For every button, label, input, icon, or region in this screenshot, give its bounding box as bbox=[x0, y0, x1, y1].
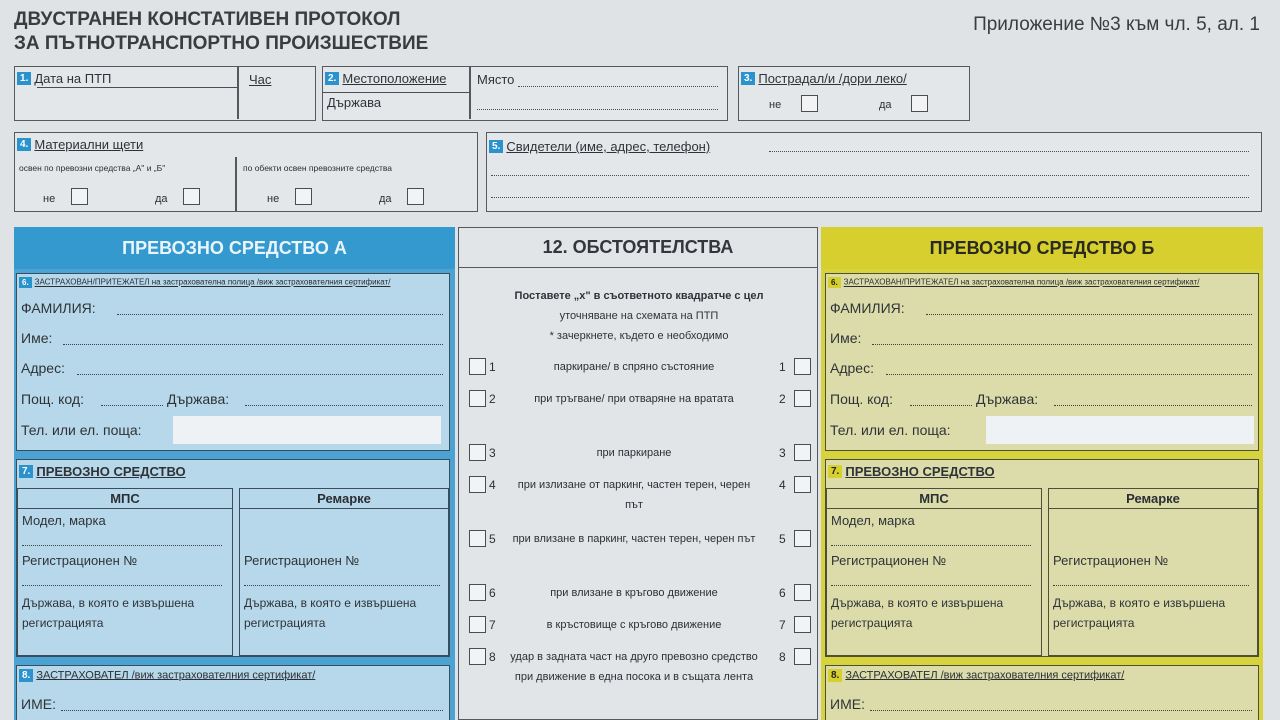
witness-line-3[interactable] bbox=[491, 197, 1249, 198]
surname-input[interactable] bbox=[117, 314, 443, 315]
line bbox=[22, 545, 222, 546]
box5-number: 5. bbox=[489, 140, 503, 153]
circumstance-number-right: 2 bbox=[779, 392, 786, 406]
place-line-2 bbox=[477, 109, 718, 110]
line bbox=[244, 585, 440, 586]
line bbox=[1053, 585, 1249, 586]
damage2-yes-checkbox[interactable] bbox=[407, 188, 424, 205]
witness-label-wrap bbox=[489, 138, 710, 156]
injured-yes-label: да bbox=[879, 99, 892, 111]
line bbox=[831, 585, 1031, 586]
damage1-yes-checkbox[interactable] bbox=[183, 188, 200, 205]
circumstance-number-left: 1 bbox=[489, 360, 496, 374]
country-input[interactable] bbox=[1054, 405, 1252, 406]
sec6a-label: ЗАСТРАХОВАН/ПРИТЕЖАТЕЛ на застрахователна полица /виж застрахователния сертификат/ bbox=[34, 277, 391, 287]
mps-column bbox=[826, 488, 1042, 656]
instr-line-1: Поставете „х" в съответното квадратче с цел bbox=[514, 290, 764, 302]
witness-label: Свидетели (име, адрес, телефон) bbox=[506, 139, 711, 154]
address-label: Адрес: bbox=[21, 360, 65, 376]
circumstance-number-left: 4 bbox=[489, 478, 496, 492]
vehicle-a-insurer bbox=[16, 665, 450, 720]
circumstances-title: 12. ОБСТОЯТЕЛСТВА bbox=[459, 228, 817, 268]
insured-label-wrap bbox=[828, 277, 1256, 288]
damage-label: Материални щети bbox=[34, 137, 144, 152]
injured-label-wrap bbox=[741, 70, 907, 88]
instr-line-3: * зачеркнете, където е необходимо bbox=[549, 330, 729, 342]
damage1-no-checkbox[interactable] bbox=[71, 188, 88, 205]
sec8a-label: ЗАСТРАХОВАТЕЛ /виж застрахователния сертификат/ bbox=[36, 669, 316, 682]
circumstance-number-right: 1 bbox=[779, 360, 786, 374]
damage2-no-label: не bbox=[267, 193, 280, 205]
box-date-time bbox=[14, 66, 316, 121]
circumstance-row-3 bbox=[469, 444, 814, 464]
insurer-name-label: ИМЕ: bbox=[830, 696, 865, 712]
circumstance-number-right: 8 bbox=[779, 650, 786, 664]
insured-label-wrap bbox=[19, 277, 447, 288]
location-field bbox=[325, 70, 446, 88]
circumstance-7-a-checkbox[interactable] bbox=[469, 616, 486, 633]
mps-reg-label[interactable]: Регистрационен № bbox=[831, 553, 947, 568]
circumstance-text: при тръгване/ при отваряне на вратата bbox=[534, 393, 734, 405]
title-line-1: ДВУСТРАНЕН КОНСТАТИВЕН ПРОТОКОЛ bbox=[14, 9, 401, 30]
box-witnesses bbox=[486, 132, 1262, 212]
circumstance-3-b-checkbox[interactable] bbox=[794, 444, 811, 461]
circumstance-text: в кръстовище с кръгово движение bbox=[546, 619, 722, 631]
name-input[interactable] bbox=[872, 344, 1252, 345]
box3-number: 3. bbox=[741, 72, 755, 85]
divider bbox=[469, 67, 471, 119]
annex-reference: Приложение №3 към чл. 5, ал. 1 bbox=[973, 14, 1260, 35]
damage-label-wrap bbox=[17, 136, 143, 154]
surname-label: ФАМИЛИЯ: bbox=[21, 300, 96, 316]
location-label: Местоположение bbox=[342, 71, 447, 86]
line bbox=[22, 585, 222, 586]
circumstance-3-a-checkbox[interactable] bbox=[469, 444, 486, 461]
name-input[interactable] bbox=[63, 344, 443, 345]
witness-line-2[interactable] bbox=[491, 175, 1249, 176]
place-label[interactable]: Място bbox=[477, 72, 515, 87]
divider bbox=[235, 157, 237, 211]
address-input[interactable] bbox=[886, 374, 1252, 375]
sec7b-number: 7. bbox=[828, 465, 842, 478]
sec8a-wrap bbox=[19, 669, 315, 682]
circumstance-row-8 bbox=[469, 648, 814, 683]
sec6a-number: 6. bbox=[19, 277, 32, 288]
box-injured bbox=[738, 66, 970, 121]
box1-number: 1. bbox=[17, 72, 31, 85]
country-label[interactable]: Държава bbox=[327, 95, 382, 110]
circumstance-5-a-checkbox[interactable] bbox=[469, 530, 486, 547]
instr-line-2: уточняване на схемата на ПТП bbox=[559, 310, 719, 322]
date-label: Дата на ПТП bbox=[34, 71, 112, 86]
trailer-header: Ремарке bbox=[1049, 489, 1257, 509]
box-location bbox=[322, 66, 728, 121]
circumstance-number-right: 3 bbox=[779, 446, 786, 460]
place-line bbox=[518, 86, 718, 87]
insurer-name-input[interactable] bbox=[61, 710, 443, 711]
sec8b-number: 8. bbox=[828, 669, 842, 682]
circumstance-text: паркиране/ в спряно състояние bbox=[553, 361, 715, 373]
circumstance-number-left: 3 bbox=[489, 446, 496, 460]
circumstance-number-right: 6 bbox=[779, 586, 786, 600]
circumstance-row-6 bbox=[469, 584, 814, 604]
circumstance-number-right: 5 bbox=[779, 532, 786, 546]
name-label: Име: bbox=[830, 330, 862, 346]
sec7a-number: 7. bbox=[19, 465, 33, 478]
injured-no-label: не bbox=[769, 99, 782, 111]
vehicle-b-insurer bbox=[825, 665, 1259, 720]
vehicle-b-panel bbox=[821, 227, 1263, 720]
surname-label: ФАМИЛИЯ: bbox=[830, 300, 905, 316]
sec8a-number: 8. bbox=[19, 669, 33, 682]
damage1-yes-label: да bbox=[155, 193, 168, 205]
sec8b-wrap bbox=[828, 669, 1124, 682]
sec7a-wrap bbox=[19, 463, 186, 481]
damage2-yes-label: да bbox=[379, 193, 392, 205]
vehicle-b-vehicle bbox=[825, 459, 1259, 657]
vehicle-b-insured bbox=[825, 273, 1259, 451]
line bbox=[323, 92, 469, 93]
box4-number: 4. bbox=[17, 138, 31, 151]
vehicle-a-panel bbox=[14, 227, 455, 720]
vehicle-a-title: ПРЕВОЗНО СРЕДСТВО А bbox=[14, 227, 455, 269]
circumstance-number-left: 6 bbox=[489, 586, 496, 600]
trailer-column bbox=[1048, 488, 1258, 656]
trailer-header: Ремарке bbox=[240, 489, 448, 509]
trailer-reg-label[interactable]: Регистрационен № bbox=[244, 553, 360, 568]
country-label: Държава: bbox=[167, 391, 230, 407]
vehicle-a-insured bbox=[16, 273, 450, 451]
country-input[interactable] bbox=[245, 405, 443, 406]
address-label: Адрес: bbox=[830, 360, 874, 376]
sec6b-number: 6. bbox=[828, 277, 841, 288]
trailer-country-label[interactable]: Държава, в която е извършена регистрацията bbox=[244, 596, 417, 630]
circumstance-text: при паркиране bbox=[596, 447, 672, 459]
circumstance-number-right: 7 bbox=[779, 618, 786, 632]
postcode-input[interactable] bbox=[910, 405, 972, 406]
title-line-2: ЗА ПЪТНОТРАНСПОРТНО ПРОИЗШЕСТВИЕ bbox=[14, 33, 429, 54]
trailer-column bbox=[239, 488, 449, 656]
sec6b-label: ЗАСТРАХОВАН/ПРИТЕЖАТЕЛ на застрахователна полица /виж застрахователния сертификат/ bbox=[843, 277, 1200, 287]
phone-label: Тел. или ел. поща: bbox=[21, 422, 142, 438]
circumstance-row-7 bbox=[469, 616, 814, 636]
circumstance-row-1 bbox=[469, 358, 814, 378]
trailer-reg-label[interactable]: Регистрационен № bbox=[1053, 553, 1169, 568]
circumstance-4-b-checkbox[interactable] bbox=[794, 476, 811, 493]
damage-col2: по обекти освен превозните средства bbox=[243, 163, 393, 173]
circumstance-row-2 bbox=[469, 390, 814, 410]
phone-input[interactable] bbox=[986, 416, 1254, 444]
damage2-no-checkbox[interactable] bbox=[295, 188, 312, 205]
phone-input[interactable] bbox=[173, 416, 441, 444]
trailer-country-label[interactable]: Държава, в която е извършена регистрацията bbox=[1053, 596, 1226, 630]
box2-number: 2. bbox=[325, 72, 339, 85]
circumstance-6-a-checkbox[interactable] bbox=[469, 584, 486, 601]
circumstance-5-b-checkbox[interactable] bbox=[794, 530, 811, 547]
circumstance-text: при влизане в кръгово движение bbox=[550, 587, 718, 599]
injured-yes-checkbox[interactable] bbox=[911, 95, 928, 112]
injured-no-checkbox[interactable] bbox=[801, 95, 818, 112]
circumstance-8-a-checkbox[interactable] bbox=[469, 648, 486, 665]
mps-header: МПС bbox=[827, 489, 1041, 509]
circumstance-row-5 bbox=[469, 530, 814, 550]
damage-col1: освен по превозни средства „А" и „Б" bbox=[19, 163, 166, 173]
line bbox=[831, 545, 1031, 546]
form-title bbox=[14, 8, 428, 56]
time-label[interactable]: Час bbox=[249, 72, 272, 87]
divider bbox=[237, 67, 239, 119]
circumstance-number-left: 2 bbox=[489, 392, 496, 406]
country-label: Държава: bbox=[976, 391, 1039, 407]
vehicle-b-title: ПРЕВОЗНО СРЕДСТВО Б bbox=[821, 227, 1263, 269]
mps-model-label[interactable]: Модел, марка bbox=[22, 513, 106, 528]
phone-label: Тел. или ел. поща: bbox=[830, 422, 951, 438]
box-damage bbox=[14, 132, 478, 212]
insurer-name-input[interactable] bbox=[870, 710, 1252, 711]
vehicle-a-vehicle bbox=[16, 459, 450, 657]
sec7b-wrap bbox=[828, 463, 995, 481]
mps-country-label[interactable]: Държава, в която е извършена регистрацията bbox=[22, 596, 195, 630]
circumstance-8-b-checkbox[interactable] bbox=[794, 648, 811, 665]
circumstance-7-b-checkbox[interactable] bbox=[794, 616, 811, 633]
postcode-label: Пощ. код: bbox=[830, 391, 893, 407]
mps-model-label[interactable]: Модел, марка bbox=[831, 513, 915, 528]
sec7b-label: ПРЕВОЗНО СРЕДСТВО bbox=[845, 464, 995, 479]
postcode-label: Пощ. код: bbox=[21, 391, 84, 407]
circumstance-2-b-checkbox[interactable] bbox=[794, 390, 811, 407]
damage1-no-label: не bbox=[43, 193, 56, 205]
mps-country-label[interactable]: Държава, в която е извършена регистрацията bbox=[831, 596, 1004, 630]
circumstance-2-a-checkbox[interactable] bbox=[469, 390, 486, 407]
surname-input[interactable] bbox=[926, 314, 1252, 315]
date-field[interactable] bbox=[17, 70, 111, 88]
circumstance-6-b-checkbox[interactable] bbox=[794, 584, 811, 601]
address-input[interactable] bbox=[77, 374, 443, 375]
circumstance-text: при излизане от паркинг, частен терен, черен път bbox=[517, 479, 751, 511]
circumstances-panel bbox=[458, 227, 818, 720]
circumstance-4-a-checkbox[interactable] bbox=[469, 476, 486, 493]
injured-label: Пострадал/и /дори леко/ bbox=[758, 71, 907, 86]
circumstance-1-a-checkbox[interactable] bbox=[469, 358, 486, 375]
circumstance-number-left: 7 bbox=[489, 618, 496, 632]
sec7a-label: ПРЕВОЗНО СРЕДСТВО bbox=[36, 464, 186, 479]
circumstance-number-left: 8 bbox=[489, 650, 496, 664]
mps-reg-label[interactable]: Регистрационен № bbox=[22, 553, 138, 568]
circumstance-text: удар в задната част на друго превозно средство при движение в една посока и в същата лента bbox=[510, 651, 758, 683]
sec8b-label: ЗАСТРАХОВАТЕЛ /виж застрахователния сертификат/ bbox=[845, 669, 1125, 682]
name-label: Име: bbox=[21, 330, 53, 346]
mps-column bbox=[17, 488, 233, 656]
postcode-input[interactable] bbox=[101, 405, 163, 406]
circumstance-row-4 bbox=[469, 476, 814, 511]
insurer-name-label: ИМЕ: bbox=[21, 696, 56, 712]
circumstance-number-right: 4 bbox=[779, 478, 786, 492]
circumstance-number-left: 5 bbox=[489, 532, 496, 546]
mps-header: МПС bbox=[18, 489, 232, 509]
circumstance-1-b-checkbox[interactable] bbox=[794, 358, 811, 375]
date-line bbox=[37, 87, 237, 88]
witness-line-1[interactable] bbox=[769, 151, 1249, 152]
circumstance-text: при влизане в паркинг, частен терен, черен път bbox=[512, 533, 756, 545]
